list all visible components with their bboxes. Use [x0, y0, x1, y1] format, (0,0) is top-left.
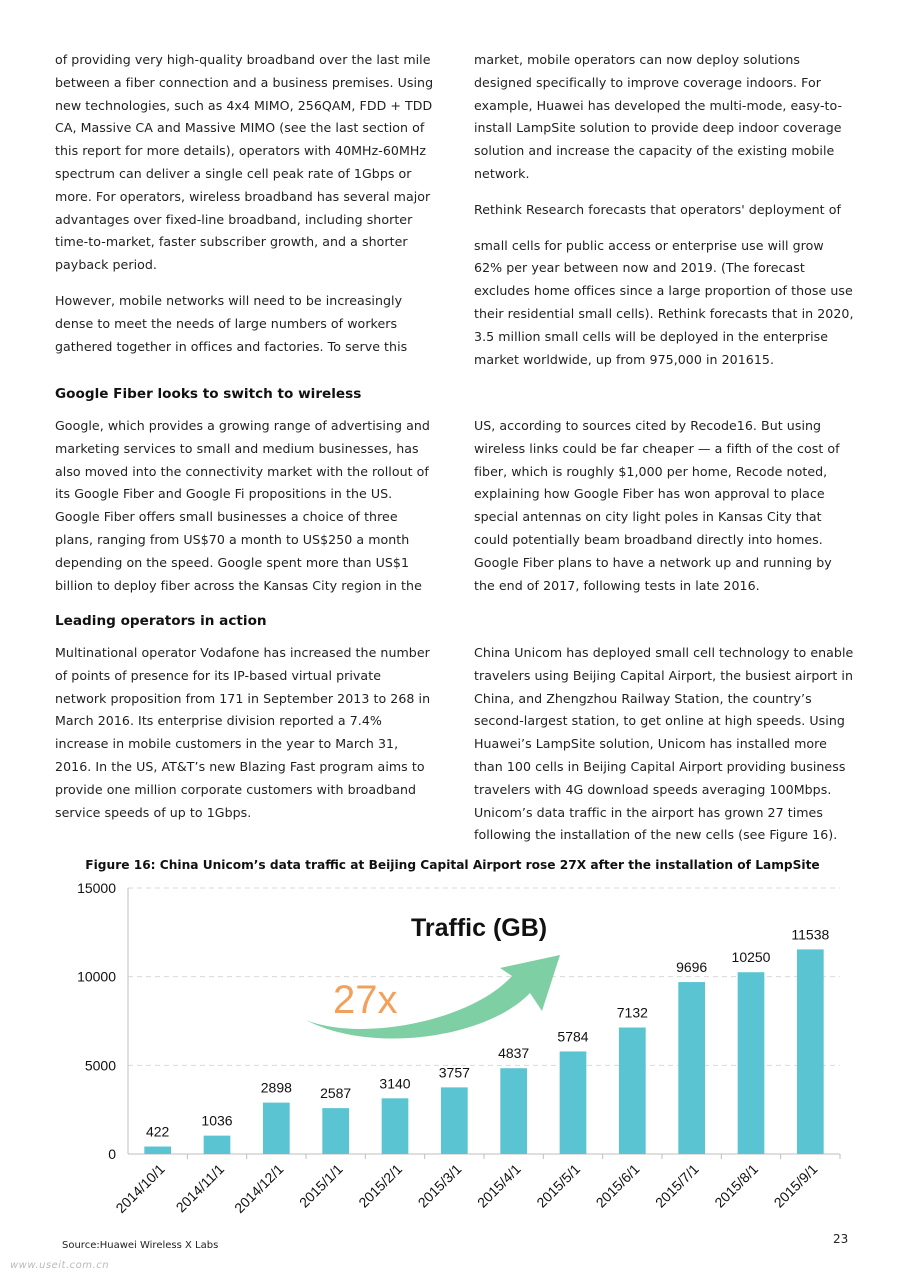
x-tick-label: 2014/10/1	[112, 1160, 168, 1217]
bar	[678, 982, 705, 1154]
bar	[619, 1028, 646, 1154]
section3-left-column	[55, 642, 435, 824]
bar	[263, 1103, 290, 1154]
data-label: 2587	[320, 1085, 352, 1102]
figure-caption: Figure 16: China Unicom’s data traffic at Beijing Capital Airport rose 27X after the installation of LampSite	[85, 858, 820, 872]
x-tick-label: 2015/2/1	[355, 1160, 406, 1211]
paragraph: China Unicom has deployed small cell technology to enable travelers using Beijing Capital Airport, the busiest airport in China, and Zhengzhou Railway Station, the country’s second-largest station, to get online at high speeds. Using Huawei’s LampSite solution, Unicom has installed more than 100 cells in Beijing Capital Airport providing business travelers with 4G download speeds averaging 100Mbps. Unicom’s data traffic in the airport has grown 27 times following the installation of the new cells (see Figure 16).	[474, 645, 854, 843]
data-label: 11538	[791, 926, 830, 943]
x-tick-label: 2015/9/1	[770, 1160, 821, 1211]
figure-source: Source:Huawei Wireless X Labs	[62, 1240, 219, 1251]
data-label: 7132	[616, 1004, 648, 1021]
data-label: 3757	[438, 1064, 470, 1081]
y-tick-label: 5000	[84, 1057, 116, 1074]
data-label: 2898	[260, 1079, 292, 1096]
paragraph: small cells for public access or enterprise use will grow 62% per year between now and 2019. (The forecast excludes home offices since a large proportion of those use their residential small cells). Rethink forecasts that in 2020, 3.5 million small cells will be deployed in the enterprise market worldwide, up from 975,000 in 201615.	[474, 237, 854, 367]
traffic-bar-chart	[0, 876, 905, 1246]
paragraph: Rethink Research forecasts that operators' deployment of	[474, 201, 841, 217]
data-label: 5784	[557, 1028, 589, 1045]
watermark: www.useit.com.cn	[10, 1260, 110, 1271]
x-tick-label: 2015/3/1	[414, 1160, 465, 1211]
section2-right-column	[474, 415, 854, 597]
x-tick-label: 2015/7/1	[651, 1160, 702, 1211]
section-heading: Google Fiber looks to switch to wireless	[55, 386, 362, 402]
data-label: 422	[145, 1123, 170, 1140]
bar	[560, 1051, 587, 1154]
growth-annotation: 27x	[333, 978, 398, 1022]
section3-right-column	[474, 642, 854, 847]
bar	[797, 949, 824, 1154]
section1-left-column	[55, 49, 435, 358]
data-label: 3140	[379, 1075, 411, 1092]
x-tick-label: 2015/1/1	[295, 1160, 346, 1211]
data-label: 9696	[676, 959, 708, 976]
data-labels	[146, 926, 829, 1139]
bar	[382, 1098, 409, 1154]
bars	[144, 949, 823, 1154]
x-tick-label: 2014/12/1	[231, 1160, 287, 1217]
paragraph: of providing very high-quality broadband over the last mile between a fiber connection and a business premises. Using new technologies, such as 4x4 MIMO, 256QAM, FDD + TDD CA, Massive CA and Massive MIMO (see the last section of this report for more details), operators with 40MHz-60MHz spectrum can deliver a single cell peak rate of 1Gbps or more. For operators, wireless broadband has several major advantages over fixed-line broadband, including shorter time-to-market, faster subscriber growth, and a shorter payback period.	[55, 52, 434, 273]
y-axis-ticks	[77, 880, 116, 1162]
bar	[144, 1147, 171, 1154]
x-tick-label: 2015/8/1	[711, 1160, 762, 1211]
section2-left-column	[55, 415, 435, 597]
y-tick-label: 15000	[77, 880, 116, 896]
paragraph: market, mobile operators can now deploy solutions designed specifically to improve coverage indoors. For example, Huawei has developed the multi-mode, easy-to-install LampSite solution to provide deep indoor coverage solution and increase the capacity of the existing mobile network.	[474, 52, 843, 181]
x-tick-label: 2015/4/1	[473, 1160, 524, 1211]
paragraph: However, mobile networks will need to be increasingly dense to meet the needs of large numbers of workers gathered together in offices and factories. To serve this	[55, 292, 408, 354]
y-tick-label: 10000	[77, 968, 116, 985]
bar	[441, 1087, 468, 1154]
x-tick-label: 2015/6/1	[592, 1160, 643, 1211]
data-label: 10250	[731, 949, 771, 966]
bar	[500, 1068, 527, 1154]
x-tick-label: 2014/11/1	[172, 1160, 228, 1216]
bar	[204, 1136, 231, 1154]
data-label: 1036	[201, 1112, 233, 1129]
bar	[322, 1108, 349, 1154]
y-tick-label: 0	[108, 1146, 116, 1162]
x-axis-ticks	[112, 1154, 840, 1216]
section-heading: Leading operators in action	[55, 613, 267, 629]
x-tick-label: 2015/5/1	[533, 1160, 584, 1211]
chart-title: Traffic (GB)	[411, 914, 548, 942]
paragraph: US, according to sources cited by Recode16. But using wireless links could be far cheaper — a fifth of the cost of fiber, which is roughly $1,000 per home, Recode noted, explaining how Google Fiber has won approval to place special antennas on city light poles in Kansas City that could potentially beam broadband directly into homes. Google Fiber plans to have a network up and running by the end of 2017, following tests in late 2016.	[474, 418, 840, 593]
paragraph: Multinational operator Vodafone has increased the number of points of presence for its IP-based virtual private network proposition from 171 in September 2013 to 268 in March 2016. Its enterprise division reported a 7.4% increase in mobile customers in the year to March 31, 2016. In the US, AT&T’s new Blazing Fast program aims to provide one million corporate customers with broadband service speeds of up to 1Gbps.	[55, 645, 431, 820]
page-number: 23	[833, 1232, 849, 1246]
paragraph: Google, which provides a growing range of advertising and marketing services to small and medium businesses, has also moved into the connectivity market with the rollout of its Google Fiber and Google Fi propositions in the US. Google Fiber offers small businesses a choice of three plans, ranging from US$70 a month to US$250 a month depending on the speed. Google spent more than US$1 billion to deploy fiber across the Kansas City region in the	[55, 418, 430, 593]
bar	[738, 972, 765, 1154]
section1-right-column	[474, 49, 854, 371]
data-label: 4837	[498, 1045, 530, 1062]
